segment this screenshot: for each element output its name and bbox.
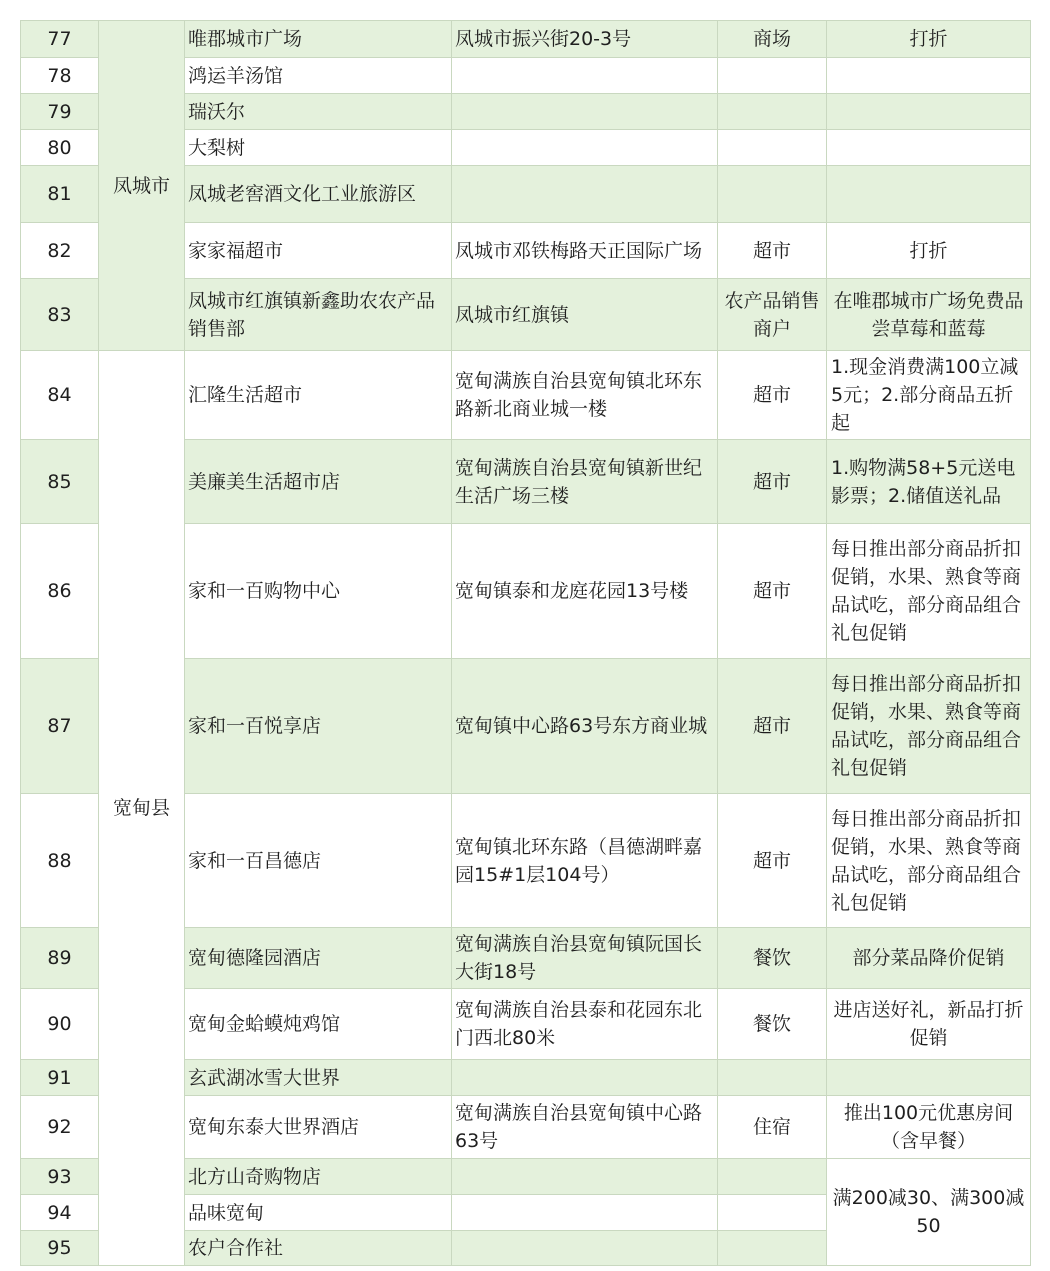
merchant-type: 餐饮: [718, 989, 827, 1060]
promotion: 部分菜品降价促销: [827, 928, 1031, 989]
merchant-address: 宽甸满族自治县宽甸镇中心路63号: [452, 1096, 718, 1159]
row-number: 78: [21, 58, 99, 94]
merchant-name: 鸿运羊汤馆: [185, 58, 452, 94]
merchant-name: 凤城老窖酒文化工业旅游区: [185, 166, 452, 223]
merchant-name: 汇隆生活超市: [185, 351, 452, 440]
merchant-address: 宽甸镇泰和龙庭花园13号楼: [452, 524, 718, 659]
row-number: 86: [21, 524, 99, 659]
merchant-name: 大梨树: [185, 130, 452, 166]
merchant-table: [20, 20, 1031, 1266]
merchant-type: [718, 166, 827, 223]
promotion: 在唯郡城市广场免费品尝草莓和蓝莓: [827, 279, 1031, 351]
merchant-address: 宽甸镇中心路63号东方商业城: [452, 659, 718, 794]
merchant-type: 农产品销售商户: [718, 279, 827, 351]
merchant-name: 宽甸东泰大世界酒店: [185, 1096, 452, 1159]
row-number: 93: [21, 1159, 99, 1195]
merchant-type: 商场: [718, 21, 827, 58]
row-number: 92: [21, 1096, 99, 1159]
merchant-address: [452, 130, 718, 166]
merchant-name: 家和一百悦享店: [185, 659, 452, 794]
row-number: 87: [21, 659, 99, 794]
merchant-name: 美廉美生活超市店: [185, 440, 452, 524]
row-number: 88: [21, 794, 99, 928]
row-number: 84: [21, 351, 99, 440]
row-number: 94: [21, 1195, 99, 1231]
merchant-name: 家和一百昌德店: [185, 794, 452, 928]
merchant-address: [452, 58, 718, 94]
table-row: [21, 21, 1031, 58]
merchant-address: 凤城市邓铁梅路天正国际广场: [452, 223, 718, 279]
merchant-type: [718, 1231, 827, 1266]
merchant-address: 宽甸镇北环东路（昌德湖畔嘉园15#1层104号）: [452, 794, 718, 928]
row-number: 77: [21, 21, 99, 58]
merchant-name: 瑞沃尔: [185, 94, 452, 130]
promotion: 打折: [827, 21, 1031, 58]
promotion: 每日推出部分商品折扣促销，水果、熟食等商品试吃，部分商品组合礼包促销: [827, 659, 1031, 794]
promotion: 1.现金消费满100立减5元；2.部分商品五折起: [827, 351, 1031, 440]
merchant-address: 宽甸满族自治县宽甸镇新世纪生活广场三楼: [452, 440, 718, 524]
row-number: 81: [21, 166, 99, 223]
promotion: [827, 130, 1031, 166]
merchant-name: 唯郡城市广场: [185, 21, 452, 58]
merchant-address: [452, 1159, 718, 1195]
row-number: 90: [21, 989, 99, 1060]
row-number: 95: [21, 1231, 99, 1266]
merchant-type: 超市: [718, 223, 827, 279]
merchant-address: 宽甸满族自治县宽甸镇阮国长大街18号: [452, 928, 718, 989]
merchant-address: 宽甸满族自治县泰和花园东北门西北80米: [452, 989, 718, 1060]
merchant-type: [718, 94, 827, 130]
merchant-address: 凤城市红旗镇: [452, 279, 718, 351]
row-number: 89: [21, 928, 99, 989]
merchant-name: 宽甸金蛤蟆炖鸡馆: [185, 989, 452, 1060]
row-number: 79: [21, 94, 99, 130]
row-number: 85: [21, 440, 99, 524]
merchant-name: 北方山奇购物店: [185, 1159, 452, 1195]
promotion: 打折: [827, 223, 1031, 279]
merchant-type: 超市: [718, 351, 827, 440]
table-row: [21, 351, 1031, 440]
merchant-type: [718, 130, 827, 166]
row-number: 82: [21, 223, 99, 279]
region-cell: 宽甸县: [99, 351, 185, 1266]
merchant-name: 玄武湖冰雪大世界: [185, 1060, 452, 1096]
merchant-address: 凤城市振兴街20-3号: [452, 21, 718, 58]
promotion: [827, 94, 1031, 130]
merchant-name: 品味宽甸: [185, 1195, 452, 1231]
merchant-type: [718, 58, 827, 94]
region-cell: 凤城市: [99, 21, 185, 351]
merchant-name: 凤城市红旗镇新鑫助农农产品销售部: [185, 279, 452, 351]
merchant-type: 超市: [718, 794, 827, 928]
merchant-address: [452, 1195, 718, 1231]
promotion: 每日推出部分商品折扣促销，水果、熟食等商品试吃，部分商品组合礼包促销: [827, 794, 1031, 928]
promotion: [827, 166, 1031, 223]
merged-promotion: 满200减30、满300减50: [827, 1159, 1031, 1266]
row-number: 80: [21, 130, 99, 166]
merchant-address: [452, 94, 718, 130]
merchant-address: [452, 1060, 718, 1096]
merchant-name: 家和一百购物中心: [185, 524, 452, 659]
promotion: [827, 58, 1031, 94]
merchant-type: 超市: [718, 524, 827, 659]
row-number: 91: [21, 1060, 99, 1096]
merchant-type: [718, 1159, 827, 1195]
row-number: 83: [21, 279, 99, 351]
merchant-address: 宽甸满族自治县宽甸镇北环东路新北商业城一楼: [452, 351, 718, 440]
merchant-address: [452, 1231, 718, 1266]
promotion: [827, 1060, 1031, 1096]
merchant-type: 住宿: [718, 1096, 827, 1159]
merchant-address: [452, 166, 718, 223]
merchant-type: [718, 1060, 827, 1096]
merchant-name: 家家福超市: [185, 223, 452, 279]
merchant-name: 农户合作社: [185, 1231, 452, 1266]
merchant-type: 超市: [718, 659, 827, 794]
merchant-type: 餐饮: [718, 928, 827, 989]
promotion: 推出100元优惠房间（含早餐）: [827, 1096, 1031, 1159]
promotion: 1.购物满58+5元送电影票；2.储值送礼品: [827, 440, 1031, 524]
merchant-type: [718, 1195, 827, 1231]
merchant-type: 超市: [718, 440, 827, 524]
promotion: 每日推出部分商品折扣促销，水果、熟食等商品试吃，部分商品组合礼包促销: [827, 524, 1031, 659]
merchant-name: 宽甸德隆园酒店: [185, 928, 452, 989]
promotion: 进店送好礼，新品打折促销: [827, 989, 1031, 1060]
